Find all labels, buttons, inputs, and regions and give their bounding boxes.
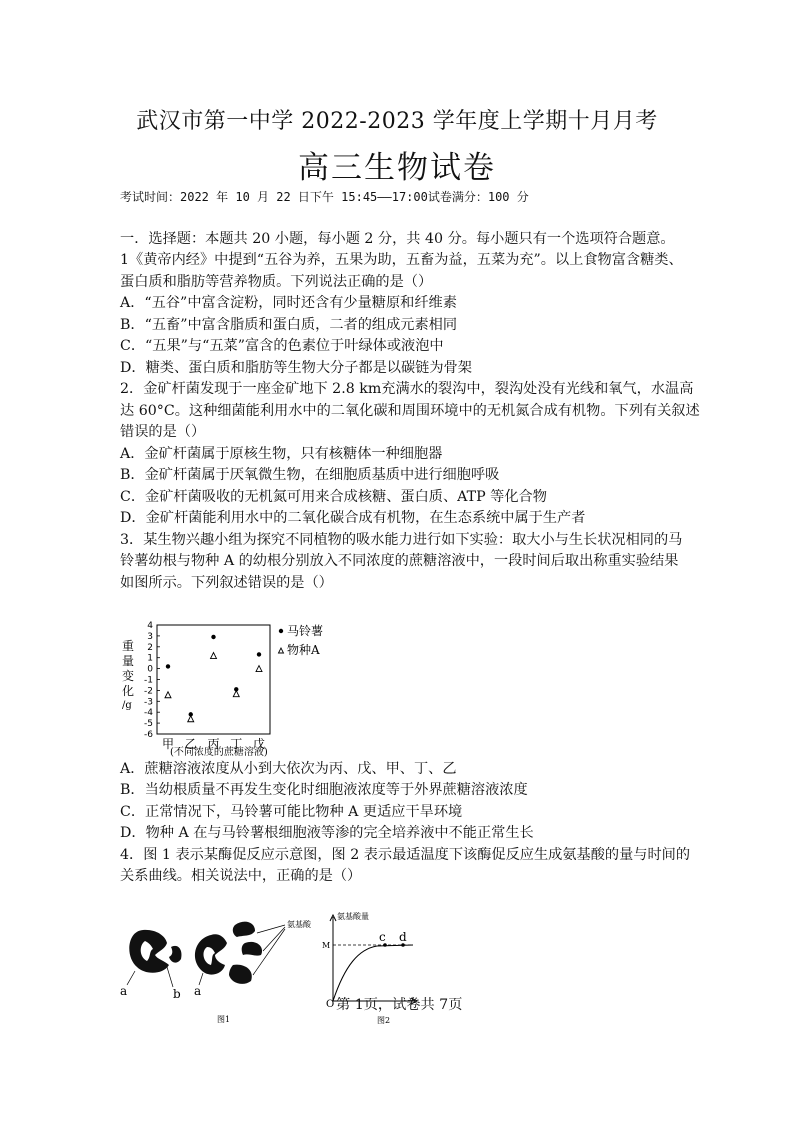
legend-triangle-marker — [279, 648, 284, 653]
q2-option-c: C．金矿杆菌吸收的无机氮可用来合成核糖、蛋白质、ATP 等化合物 — [120, 489, 547, 505]
y-tick-label: 2 — [147, 642, 153, 653]
y-tick-label: -1 — [144, 675, 153, 686]
fig2-label-O: O — [326, 999, 335, 1010]
enzyme-diagram-1 — [129, 930, 181, 973]
x-axis-label: (不同浓度的蔗糖溶液) — [170, 747, 268, 758]
y-tick-label: 1 — [147, 653, 153, 664]
label-a1: a — [120, 984, 128, 998]
q1-option-c: C．“五果”与“五菜”富含的色素位于叶绿体或液泡中 — [120, 338, 444, 354]
potato-data-point — [211, 635, 215, 639]
species-a-data-point — [233, 691, 239, 697]
y-axis-label — [122, 638, 134, 711]
q3-option-a: A．蔗糖溶液浓度从小到大依次为丙、戊、甲、丁、乙 — [120, 761, 457, 777]
q3-option-b: B．当幼根质量不再发生变化时细胞液浓度等于外界蔗糖溶液浓度 — [120, 782, 528, 798]
enzyme-diagram-2 — [195, 919, 312, 984]
y-tick-label: -5 — [144, 719, 153, 730]
label-a2: a — [194, 984, 202, 998]
y-tick-label: 0 — [147, 664, 153, 675]
pointer-b — [167, 967, 173, 987]
y-tick-label: -4 — [144, 708, 153, 719]
q3-option-d: D．物种 A 在与马铃薯根细胞液等渗的完全培养液中不能正常生长 — [120, 825, 534, 841]
q2-stem-line1: 2．金矿杆菌发现于一座金矿地下 2.8 km充满水的裂沟中，裂沟处没有光线和氧气，水温高 — [120, 381, 694, 397]
species-a-data-point — [188, 716, 194, 722]
plot-frame — [157, 625, 270, 734]
q2-stem-line3: 错误的是（） — [120, 424, 206, 440]
q2-option-a: A．金矿杆菌属于原核生物，只有核糖体一种细胞器 — [120, 446, 443, 462]
section-heading: 一．选择题：本题共 20 小题，每小题 2 分，共 40 分。每小题只有一个选项符合题意。 — [120, 231, 675, 247]
q3-option-c: C．正常情况下，马铃薯可能比物种 A 更适应干旱环境 — [120, 804, 463, 820]
species-a-data-point — [211, 653, 217, 659]
q2-option-b: B．金矿杆菌属于厌氧微生物，在细胞质基质中进行细胞呼吸 — [120, 467, 500, 483]
y-tick-label: -2 — [144, 686, 153, 697]
x-tick-label: 丁 — [230, 737, 243, 751]
y-label-char-0: 重 — [122, 639, 135, 653]
fig2-curve — [333, 945, 413, 1001]
species-a-data-point — [256, 666, 262, 672]
fig1-caption: 图1 — [217, 1015, 231, 1024]
q4-stem-line2: 关系曲线。相关说法中，正确的是（） — [120, 868, 362, 884]
x-tick-label: 丙 — [207, 737, 220, 751]
q1-option-d: D．糖类、蛋白质和脂肪等生物大分子都是以碳链为骨架 — [120, 360, 472, 376]
q1-stem-line1: 1《黄帝内经》中提到“五谷为养，五果为助，五畜为益，五菜为充”。以上食物富含糖类、 — [120, 252, 683, 268]
y-label-char-2: 变 — [122, 669, 135, 683]
pointer-a1 — [127, 971, 135, 985]
q4-stem-line1: 4．图 1 表示某酶促反应示意图，图 2 表示最适温度下该酶促反应生成氨基酸的量与时间的 — [120, 847, 691, 863]
y-label-char-1: 量 — [122, 654, 135, 668]
q2-stem-line2: 达 60°C。这种细菌能利用水中的二氧化碳和周围环境中的无机氮合成有机物。下列有关叙述 — [120, 403, 700, 419]
q3-stem-line1: 3．某生物兴趣小组为探究不同植物的吸水能力进行如下实验：取大小与生长状况相同的马 — [120, 532, 683, 548]
label-b: b — [173, 987, 181, 1001]
x-tick-label: 甲 — [161, 737, 175, 751]
legend — [279, 623, 324, 657]
q3-stem-line3: 如图所示。下列叙述错误的是（） — [120, 575, 333, 591]
fig2-label-M: M — [322, 941, 331, 950]
q1-stem-line2: 蛋白质和脂肪等营养物质。下列说法正确的是（） — [120, 274, 433, 290]
q3-scatter-chart — [112, 612, 352, 762]
q1-option-a: A．“五谷”中富含淀粉，同时还含有少量糖原和纤维素 — [120, 295, 457, 311]
q3-stem-line2: 铃薯幼根与物种 A 的幼根分别放入不同浓度的蔗糖溶液中，一段时间后取出称重实验结果 — [120, 553, 679, 569]
legend-dot-marker — [279, 629, 283, 633]
q1-option-b: B．“五畜”中富含脂质和蛋白质，二者的组成元素相同 — [120, 317, 458, 333]
y-tick-label: -3 — [144, 697, 153, 708]
fig2-caption: 图2 — [377, 1016, 391, 1025]
page-footer: 第 1页，试卷共 7页 — [336, 997, 463, 1013]
y-label-char-3: 化 — [122, 684, 135, 698]
fig2-y-label: 氨基酸量 — [337, 912, 369, 921]
fig2-label-c: c — [379, 930, 386, 944]
x-tick-label: 戊 — [252, 737, 266, 751]
exam-title: 武汉市第一中学 2022-2023 学年度上学期十月月考 — [136, 109, 658, 134]
legend-label-0: 马铃薯 — [287, 624, 324, 638]
potato-data-point — [257, 652, 261, 656]
exam-subtitle: 高三生物试卷 — [298, 150, 496, 186]
fig2-label-d: d — [399, 930, 407, 944]
legend-label-1: 物种A — [287, 643, 320, 657]
y-label-char-4: /g — [122, 700, 132, 711]
x-tick-label: 乙 — [184, 737, 197, 751]
exam-meta: 考试时间：2022 年 10 月 22 日下午 15:45——17:00试卷满分：100 分 — [120, 190, 529, 204]
species-a-data-point — [165, 692, 171, 698]
amino-acid-label: 氨基酸 — [287, 920, 311, 929]
y-tick-label: -6 — [144, 730, 153, 740]
potato-data-point — [166, 664, 170, 668]
y-tick-label: 3 — [147, 631, 153, 642]
y-tick-label: 4 — [147, 621, 153, 631]
q2-option-d: D．金矿杆菌能利用水中的二氧化碳合成有机物，在生态系统中属于生产者 — [120, 510, 586, 526]
